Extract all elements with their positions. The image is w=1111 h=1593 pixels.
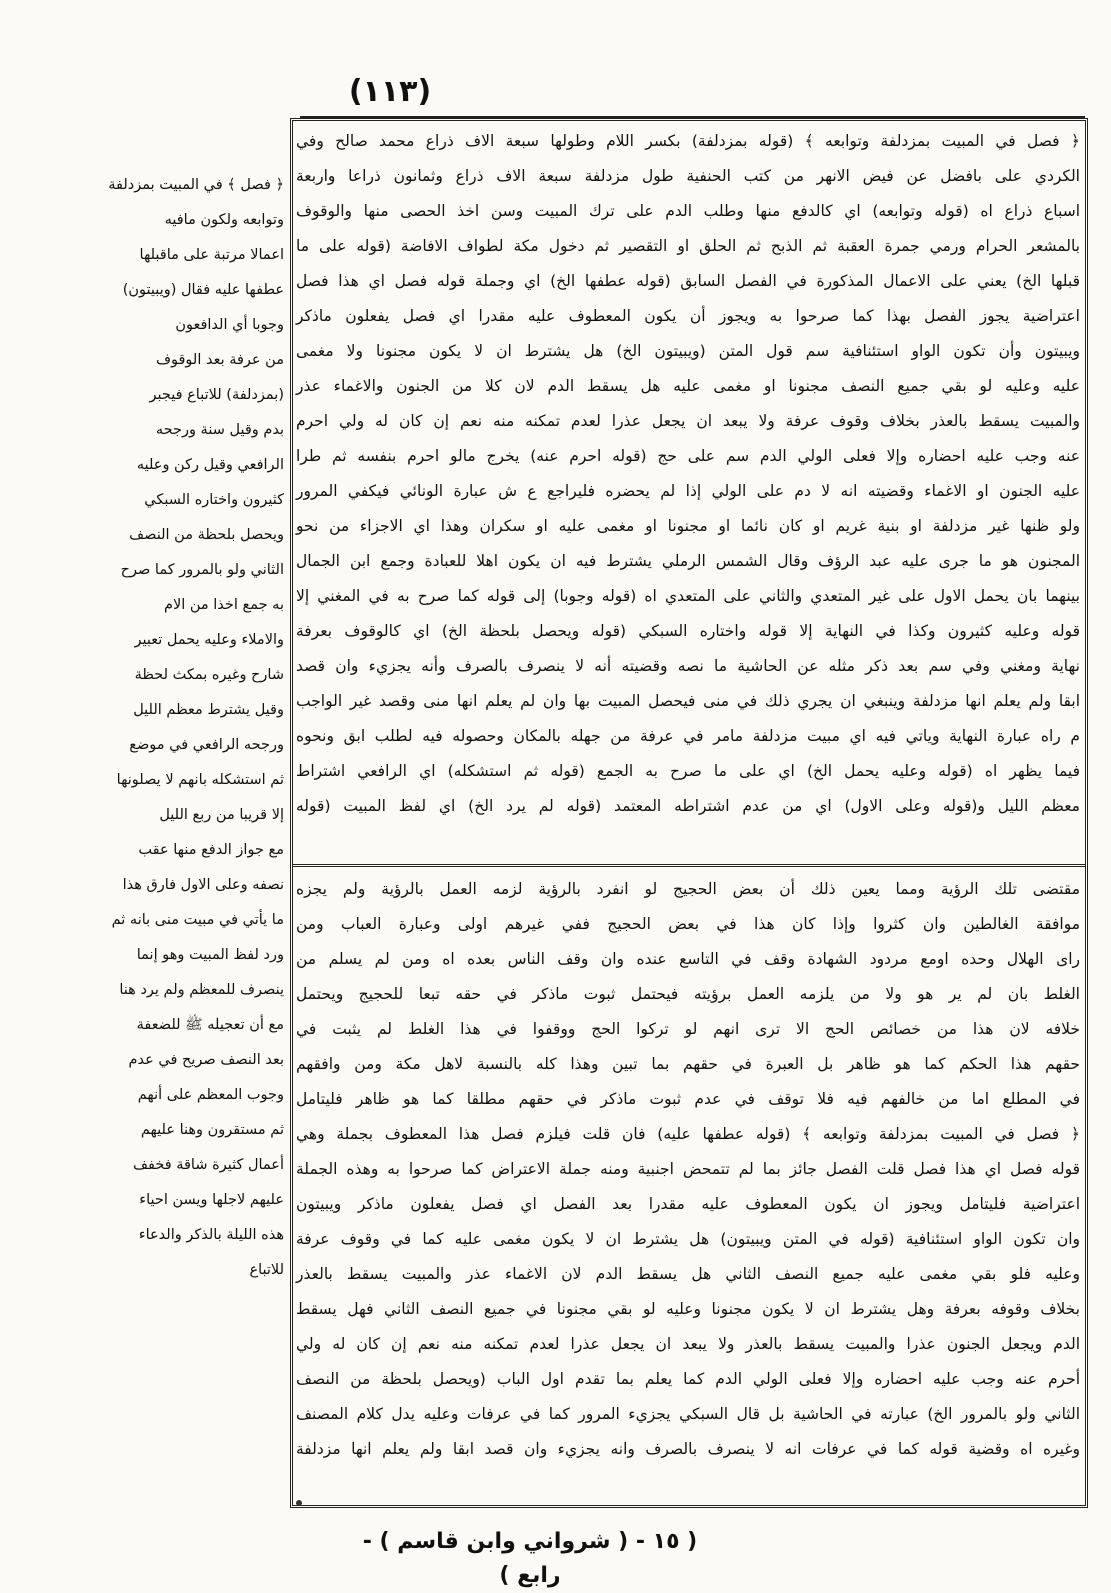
margin-line: كثيرون واختاره السبكي: [144, 492, 284, 508]
page-number: (١١٣): [348, 74, 432, 109]
commentary-line: مقتضى تلك الرؤية ومما يعين ذلك أن بعض الحجيج لو انفرد بالرؤية لزمه العمل بالرؤية ولم يجزه: [296, 880, 1080, 898]
margin-line: للاتباع: [249, 1262, 284, 1278]
margin-main-text: [108, 168, 284, 1468]
commentary-line: عنه وجب عليه احضاره وإلا فعلى الولي الدم سم على حج (قوله احرم عنه) يخرج مالو احرم بنفسه ثم طرا: [296, 447, 1080, 465]
commentary-line: خلافه لان هذا من خصائص الحج الا ترى انهم لو تركوا الحج ووقفوا في هذا الغلط لم يثبت في: [296, 1020, 1080, 1038]
commentary-line: بينهما بان يحمل الاول على غير المتعدي والثاني على المتعدي اه (قوله وجوبا) إلى قوله كما صرح به في المغني إلا: [296, 587, 1080, 605]
margin-line: وجوبا أي الدافعون: [175, 317, 284, 333]
commentary-line: وعليه فلو بقي مغمى عليه جميع النصف الثاني هل يسقط الدم لان الاغماء عذر والمبيت يسقط بالعذر: [296, 1265, 1080, 1283]
commentary-line: قبلها الخ) يعني على الاعمال المذكورة في الفصل السابق (قوله عطفها الخ) اي وجملة قوله فصل اي هذا فصل: [296, 272, 1080, 290]
margin-line: الثاني ولو بالمرور كما صرح: [120, 562, 284, 578]
margin-line: عطفها عليه فقال (ويبيتون): [122, 282, 284, 298]
margin-line: وجوب المعظم على أنهم: [137, 1087, 284, 1103]
commentary-line: الثاني ولو بالمرور الخ) عبارته في الحاشية بل قال السبكي يجزيء المرور كما في عرفات وعليه يدل كلام المصنف: [296, 1405, 1080, 1423]
margin-line: نصفه وعلى الاول فارق هذا: [122, 877, 284, 893]
margin-line: شارح وغيره بمكث لحظة: [134, 667, 284, 683]
commentary-line: قوله فصل اي هذا فصل قلت الفصل جائز بما لم تتمحض اجنبية ومنه جملة الاعتراض كما صرحوا به وهذه الجملة: [296, 1160, 1080, 1178]
commentary-line: موافقة الغالطين وان كثروا وإذا كان هذا في بعض الحجيج ففي غيرهم اولى وعبارة العباب ومن: [296, 915, 1080, 933]
commentary-line: عليه الجنون او الاغماء وقضيته انه لا دم على الولي إذا لم يحضره فليراجع ع ش عبارة الونائي فيكفي المرور: [296, 482, 1080, 500]
commentary-line: اعتراضية يجوز الفصل بهذا كما صرحوا به ويجوز أن يكون المعطوف عليه مقدرا اي فصل يفعلون ماذكر: [296, 307, 1080, 325]
margin-line: به جمع اخذا من الام: [163, 597, 284, 613]
margin-line: ويحصل بلحظة من النصف: [129, 527, 284, 543]
margin-line: وقيل يشترط معظم الليل: [133, 702, 284, 718]
commentary-line: المجنون هو ما جرى عليه عبد الرؤف وقال الشمس الرملي يشترط فيه ان يكون اهلا للعبادة وجمع ابن الجمال: [296, 552, 1080, 570]
margin-line: ورجحه الرافعي في موضع: [129, 737, 284, 753]
commentary-bottom-block: [296, 872, 1080, 1502]
commentary-line: ابقا ولم يعلم انها مزدلفة وينبغي ان يجري ذلك في منى فيحصل المبيت بها وان لم يعلم انها منى وقصد غير الواجب: [296, 692, 1080, 710]
commentary-line: الغلط بان لم ير هو ولا من يلزمه العمل برؤيته فيحتمل ثبوت ماذكر في حقه تبعا للحجيج ويحتمل: [296, 985, 1080, 1003]
margin-line: (بمزدلفة) للاتباع فيجبر: [149, 387, 284, 403]
margin-line: ثم استشكله بانهم لا يصلونها: [116, 772, 284, 788]
margin-line: بعد النصف صريح في عدم: [128, 1052, 284, 1068]
margin-line: الرافعي وقيل ركن وعليه: [136, 457, 284, 473]
margin-line: ﴿ فصل ﴾ في المبيت بمزدلفة: [108, 177, 284, 193]
commentary-line: اعتراضية فليتامل ويجوز ان يكون المعطوف عليه مقدرا بعد الفصل اي فصل يفعلون ماذكر ويبيتون: [296, 1195, 1080, 1213]
commentary-line: نهاية ومغني وفي سم بعد ذكر مثله عن الحاشية ما نصه وقضيته أنه لا ينصرف بالصرف وأنه يجزيء وان قصد: [296, 657, 1080, 675]
commentary-line: أحرم عنه وجب عليه احضاره وإلا فعلى الولي الدم كما يعلم بما تقدم اول الباب (ويحصل بلحظة من النصف: [296, 1370, 1080, 1388]
frame-divider: [292, 864, 1086, 867]
commentary-line: وان تكون الواو استئنافية (قوله في المتن ويبيتون) هل يشترط ان لا يكون مغمى عليه كما في وقوف عرفة: [296, 1230, 1080, 1248]
commentary-line: ويبيتون وأن تكون الواو استئنافية سم قول المتن (ويبيتون الخ) هل يشترط ان لا يكون مجنونا ولا مغمى: [296, 342, 1080, 360]
page-footer: ( ١٥ - ( شرواني وابن قاسم ) - رابع ): [362, 1529, 698, 1588]
commentary-line: ﴿ فصل في المبيت بمزدلفة وتوابعه ﴾ (قوله بمزدلفة) بكسر اللام وطولها سبعة الاف ذراع محمد صالح وفي: [296, 132, 1080, 150]
margin-line: اعمالا مرتبة على ماقبلها: [139, 247, 284, 263]
margin-line: من عرفة بعد الوقوف: [155, 352, 284, 368]
commentary-top-block: [296, 124, 1080, 862]
commentary-line: م راه عبارة النهاية وياتي فيه اي مبيت مزدلفة مامر في عرفة من جهله بالمكان وحصوله فيه لطلب ابق ونحوه: [296, 727, 1080, 745]
commentary-line: راى الهلال وحده اومع مردود الشهادة وقف في التاسع عنده وان وقف الناس بعده اه ومن لم يسلم من: [296, 950, 1080, 968]
commentary-line: والمبيت يسقط بالعذر بخلاف وقوف عرفة ولا يبعد ان يجعل عذرا لعدم تمكنه منه نعم إن كان له ولي احرم: [296, 412, 1080, 430]
margin-line: هذه الليلة بالذكر والدعاء: [138, 1227, 284, 1243]
commentary-line: الدم ويجعل الجنون عذرا والمبيت يسقط بالعذر ولا يبعد ان يجعل عذرا لعدم تمكنه منه نعم إن كان له ولي: [296, 1335, 1080, 1353]
commentary-line: ولو ظنها غير مزدلفة او بنية غريم او كان نائما او مجنونا او مغمى عليه او سكران وهذا اي الاجزاء من نحو: [296, 517, 1080, 535]
ornament-dot: [296, 1500, 302, 1506]
margin-line: مع أن تعجيله ﷺ للضعفة: [136, 1017, 284, 1033]
commentary-line: حقهم هذا الحكم كما هو ظاهر بل العبرة في حقهم بما تبين وهذا كله بالنسبة لاهل مكة ومن وافقهم: [296, 1055, 1080, 1073]
margin-line: مع جواز الدفع منها عقب: [138, 842, 284, 858]
commentary-line: بخلاف وقوفه بعرفة وهل يشترط ان لا يكون مجنونا وعليه لو بقي مجنونا في جميع النصف الثاني فهل يسقط: [296, 1300, 1080, 1318]
commentary-line: الكردي على بافضل عن فيض الانهر من كتب الحنفية طول مزدلفة سبعة الاف ذراع وثمانون ذراعا واربعة: [296, 167, 1080, 185]
commentary-line: ﴿ فصل في المبيت بمزدلفة وتوابعه ﴾ (قوله عطفها عليه) فان قلت فيلزم فصل هذا المعطوف بجملة وهي: [296, 1125, 1080, 1143]
commentary-line: في المطلع اما من خالفهم فيه فلا توقف في عدم ثبوت ماذكر في حقهم مطلقا كما هو ظاهر فليتامل: [296, 1090, 1080, 1108]
commentary-line: قوله وعليه كثيرون وكذا في النهاية إلا قوله واختاره السبكي (قوله ويحصل بلحظة الخ) اي كالوقوف بعرفة: [296, 622, 1080, 640]
margin-line: ثم مستقرون وهنا عليهم: [140, 1122, 284, 1138]
commentary-line: فيما يظهر اه (قوله وعليه يحمل الخ) اي على ما صرح به الجمع (قوله ثم استشكله) اي الرافعي اشتراط: [296, 762, 1080, 780]
margin-line: والاملاء وعليه يحمل تعبير: [134, 632, 284, 648]
commentary-line: وغيره اه وقضية قوله كما في عرفات انه لا ينصرف بالصرف وانه يجزيء وان قصد ابقا ولم يعلم انها مزدلفة: [296, 1440, 1080, 1458]
commentary-line: اسباع ذراع اه (قوله وتوابعه) اي كالدفع منها وطلب الدم على ترك المبيت وسن اخذ الحصى منها والوقوف: [296, 202, 1080, 220]
margin-line: وتوابعه ولكون مافيه: [164, 212, 284, 228]
commentary-line: عليه وعليه لو بقي جميع النصف مجنونا او مغمى عليه هل يسقط الدم لان كلا من الجنون والاغماء عذر: [296, 377, 1080, 395]
commentary-line: معظم الليل و(قوله وعلى الاول) اي من عدم اشتراطه المعتمد (قوله لم يرد الخ) اي لفظ المبيت (قوله: [296, 797, 1080, 815]
margin-line: إلا قريبا من ربع الليل: [159, 807, 284, 823]
margin-line: ورد لفظ المبيت وهو إنما: [136, 947, 284, 963]
margin-line: ينصرف للمعظم ولم يرد هنا: [119, 982, 284, 998]
margin-line: عليهم لاجلها ويسن احياء: [139, 1192, 284, 1208]
commentary-line: بالمشعر الحرام ورمي جمرة العقبة ثم الذبح ثم الحلق او التقصير ثم دخول مكة لطواف الافاضة (قوله على ما: [296, 237, 1080, 255]
margin-line: بدم وقيل سنة ورجحه: [155, 422, 284, 438]
margin-line: ما يأتي في مبيت منى بانه ثم: [111, 912, 284, 928]
margin-line: أعمال كثيرة شاقة فخفف: [132, 1157, 284, 1173]
